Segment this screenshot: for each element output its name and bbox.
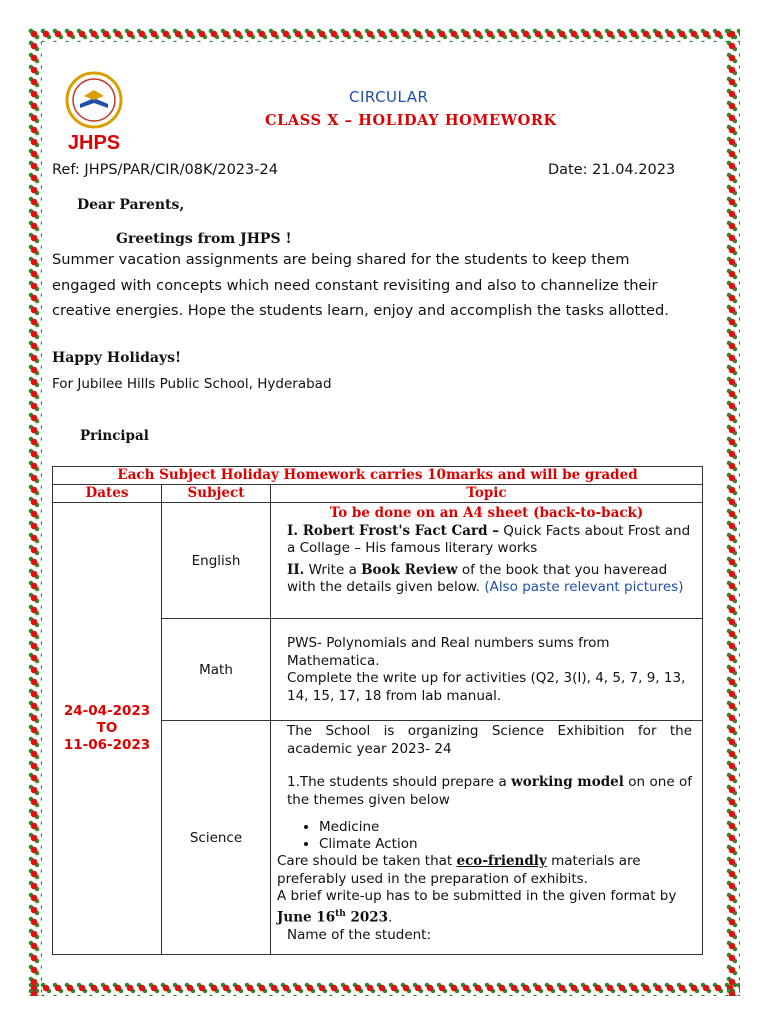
topic-math xyxy=(271,619,703,721)
subject-math: Math xyxy=(162,619,271,721)
a4-note: To be done on an A4 sheet (back-to-back) xyxy=(329,505,644,521)
floral-border-bottom xyxy=(28,982,740,996)
floral-border-top xyxy=(28,28,740,42)
principal-label: Principal xyxy=(80,428,149,444)
circular-label: CIRCULAR xyxy=(349,88,429,106)
theme-item: • Climate Action xyxy=(319,836,692,853)
circular-date: Date: 21.04.2023 xyxy=(548,162,676,178)
science-themes xyxy=(301,819,692,853)
floral-border-left xyxy=(28,28,42,996)
happy-holidays: Happy Holidays! xyxy=(52,350,182,366)
homework-table xyxy=(52,466,703,955)
logo-text: JHPS xyxy=(67,132,121,154)
science-name-field: Name of the student: xyxy=(287,926,432,943)
intro-paragraph: Summer vacation assignments are being shared for the students to keep them engaged with concepts which need constant revisiting and also to channelize their creative energies. Hope the students learn, enjoy and accomplish the tasks allotted. xyxy=(52,251,669,319)
theme-item: • Medicine xyxy=(319,819,692,836)
topic-science xyxy=(271,721,703,955)
reference-number: Ref: JHPS/PAR/CIR/08K/2023-24 xyxy=(52,162,278,178)
salutation: Dear Parents, xyxy=(77,197,185,213)
subject-english: English xyxy=(162,503,271,619)
date-to: 11-06-2023 xyxy=(63,737,151,753)
grading-note: Each Subject Holiday Homework carries 10marks and will be graded xyxy=(53,467,703,485)
header-dates: Dates xyxy=(53,485,162,503)
date-from: 24-04-2023 xyxy=(63,703,151,719)
signature-line: For Jubilee Hills Public School, Hyderabad xyxy=(52,376,332,392)
greeting: Greetings from JHPS ! xyxy=(116,231,292,247)
school-logo xyxy=(58,70,130,154)
science-intro: The School is organizing Science Exhibition for the academic year 2023- 24 xyxy=(287,723,693,757)
science-writeup-note: A brief write-up has to be submitted in the given format by June 16th 2023. xyxy=(277,888,677,925)
subject-science: Science xyxy=(162,721,271,955)
header-subject: Subject xyxy=(162,485,271,503)
date-to-word: TO xyxy=(96,720,118,736)
header-topic: Topic xyxy=(271,485,703,503)
english-task-2: II. Write a Book Review of the book that you haveread with the details given below. (Also paste relevant pictures) xyxy=(287,561,684,595)
math-task-1: PWS- Polynomials and Real numbers sums from Mathematica. xyxy=(287,635,610,669)
math-task-2: Complete the write up for activities (Q2, 3(I), 4, 5, 7, 9, 13, 14, 15, 17, 18 from lab manual. xyxy=(287,670,686,704)
page-title: CLASS X – HOLIDAY HOMEWORK xyxy=(265,112,557,129)
english-task-1: I. Robert Frost's Fact Card – Quick Facts about Frost and a Collage – His famous literary works xyxy=(287,522,691,556)
topic-english xyxy=(271,503,703,619)
science-care-note: Care should be taken that eco-friendly materials are preferably used in the preparation of exhibits. xyxy=(277,853,641,887)
science-task-1: 1.The students should prepare a working model on one of the themes given below xyxy=(287,774,693,808)
floral-border-right xyxy=(726,28,740,996)
date-range xyxy=(53,503,162,955)
